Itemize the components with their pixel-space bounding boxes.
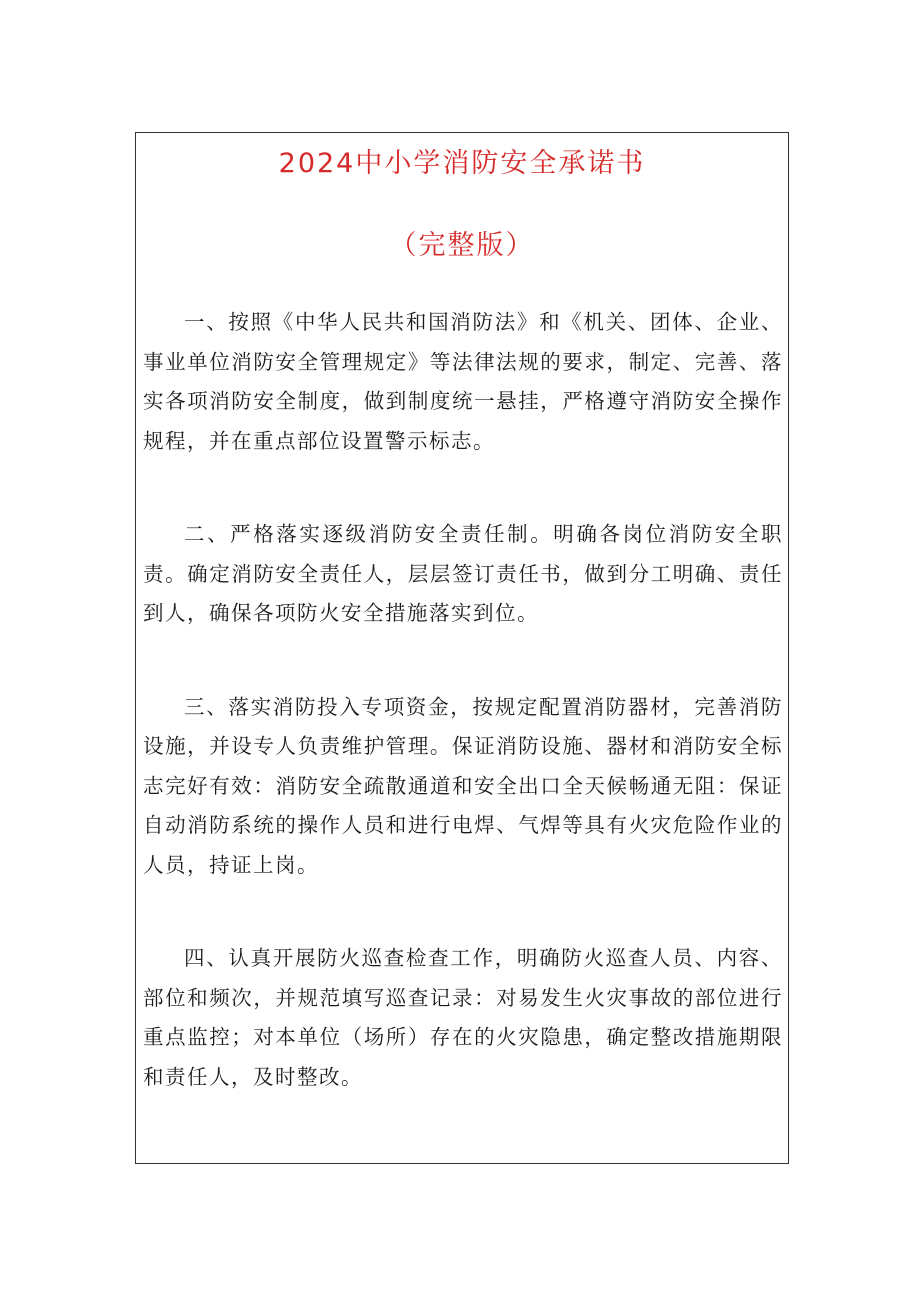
document-body (143, 303, 783, 1151)
paragraph-4: 四、认真开展防火巡查检查工作，明确防火巡查人员、内容、部位和频次，并规范填写巡查记录：对易发生火灾事故的部位进行重点监控；对本单位（场所）存在的火灾隐患，确定整改措施期限和责任人，及时整改。 (143, 946, 783, 1089)
paragraph-3: 三、落实消防投入专项资金，按规定配置消防器材，完善消防设施，并设专人负责维护管理。保证消防设施、器材和消防安全标志完好有效：消防安全疏散通道和安全出口全天候畅通无阻：保证自动消防系统的操作人员和进行电焊、气焊等具有火灾危险作业的人员，持证上岗。 (143, 694, 783, 877)
paragraph-1: 一、按照《中华人民共和国消防法》和《机关、团体、企业、事业单位消防安全管理规定》等法律法规的要求，制定、完善、落实各项消防安全制度，做到制度统一悬挂，严格遵守消防安全操作规程，并在重点部位设置警示标志。 (143, 310, 783, 453)
document-subtitle: （完整版） (389, 230, 535, 261)
paragraph-2: 二、严格落实逐级消防安全责任制。明确各岗位消防安全职责。确定消防安全责任人，层层签订责任书，做到分工明确、责任到人，确保各项防火安全措施落实到位。 (143, 522, 783, 625)
document-title: 2024中小学消防安全承诺书 (278, 148, 646, 179)
document-frame (135, 132, 789, 1164)
